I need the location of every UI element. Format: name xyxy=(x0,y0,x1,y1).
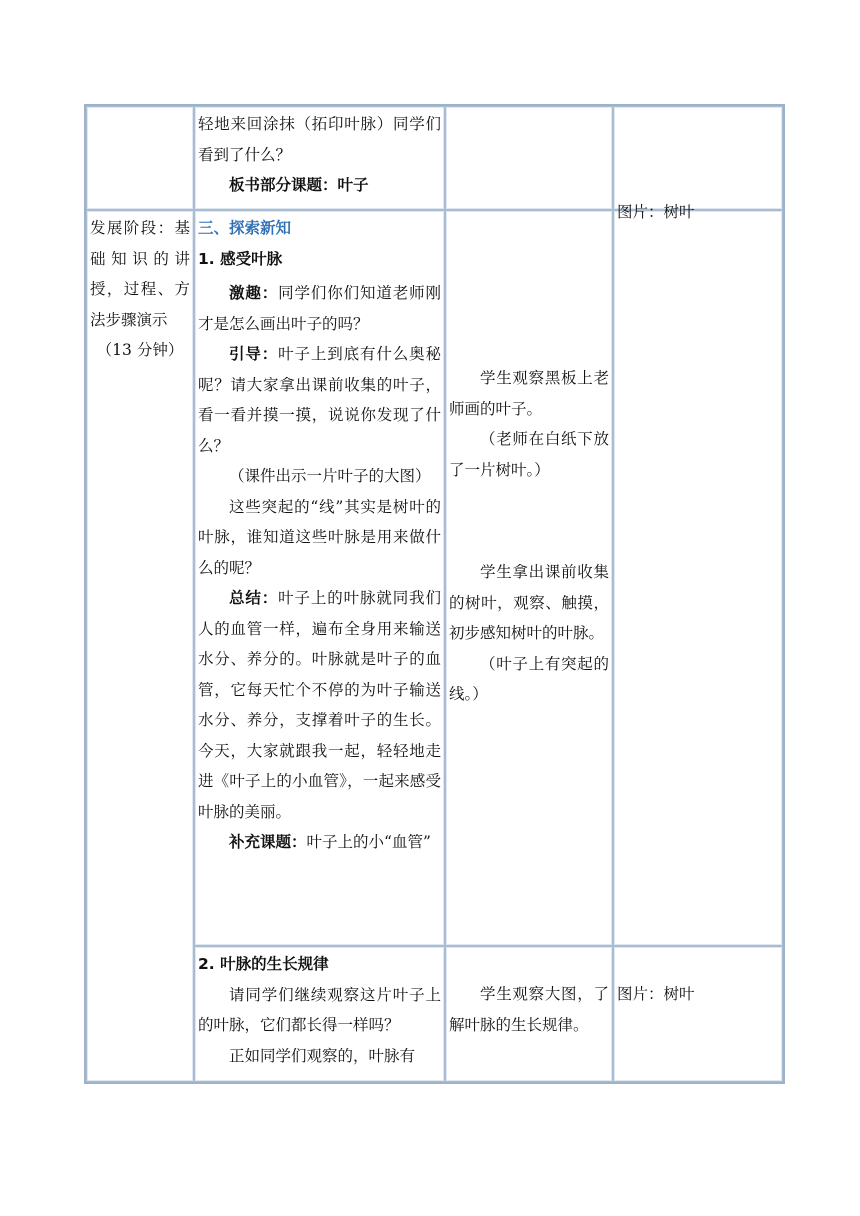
table-row xyxy=(86,106,783,210)
text-jiqu: 同学们你们知道老师刚才是怎么画出叶子的吗？ xyxy=(198,284,441,333)
resource-cell xyxy=(613,203,783,946)
stage-cell-empty xyxy=(86,106,194,210)
board-value: 叶子 xyxy=(337,176,369,194)
label-zongjie: 总结： xyxy=(229,589,279,607)
resource-text: 图片：树叶 xyxy=(617,985,695,1003)
content-cell xyxy=(194,210,445,946)
text-yindao: 叶子上到底有什么奥秘呢？请大家拿出课前收集的叶子，看一看并摸一摸，说说你发现了什么？ xyxy=(198,345,441,455)
label-buchong: 补充课题： xyxy=(229,833,307,851)
resource-cell xyxy=(613,946,783,1082)
text-zongjie: 叶子上的叶脉就同我们人的血管一样，遍布全身用来输送水分、养分的。叶脉就是叶子的血管，它每天忙个不停的为叶子输送水分、养分，支撑着叶子的生长。今天，大家就跟我一起，轻轻地走进《叶子上的小血管》，一起来感受叶脉的美丽。 xyxy=(198,589,441,821)
text-lines: 这些突起的“线”其实是树叶的叶脉，谁知道这些叶脉是用来做什么的呢？ xyxy=(198,497,441,577)
student-observe: 学生观察黑板上老师画的叶子。 xyxy=(449,369,609,418)
resource-cell-empty xyxy=(613,106,783,210)
content-text: 轻地来回涂抹（拓印叶脉）同学们看到了什么？ xyxy=(198,115,441,164)
stage-time: （13 分钟） xyxy=(96,341,184,359)
text-buchong: 叶子上的小“血管” xyxy=(306,833,431,851)
stage-text: 发展阶段：基础知识的讲授，过程、方法步骤演示 xyxy=(90,219,190,329)
text-observe-again: 请同学们继续观察这片叶子上的叶脉，它们都长得一样吗？ xyxy=(198,985,441,1034)
board-label: 板书部分课题： xyxy=(229,176,338,194)
student-touch: 学生拿出课前收集的树叶，观察、触摸，初步感知树叶的叶脉。 xyxy=(449,563,609,642)
section-title: 三、探索新知 xyxy=(198,219,292,237)
table-row xyxy=(86,210,783,946)
stage-cell xyxy=(86,210,194,1082)
student-note-lines: （叶子上有突起的线。） xyxy=(449,654,609,703)
text-courseware: （课件出示一片叶子的大图） xyxy=(229,467,431,485)
sub-title: 1. 感受叶脉 xyxy=(198,249,283,268)
text-as-observed: 正如同学们观察的，叶脉有 xyxy=(229,1046,416,1065)
content-cell xyxy=(194,946,445,1082)
student-observe-big: 学生观察大图，了解叶脉的生长规律。 xyxy=(449,985,609,1034)
student-cell-empty xyxy=(445,106,613,210)
lesson-plan-table xyxy=(84,104,785,1084)
sub-title: 2. 叶脉的生长规律 xyxy=(198,955,329,973)
student-note-paper: （老师在白纸下放了一片树叶。） xyxy=(449,430,609,479)
resource-text: 图片：树叶 xyxy=(617,203,695,221)
label-jiqu: 激趣： xyxy=(229,284,279,302)
label-yindao: 引导： xyxy=(229,345,279,363)
student-cell xyxy=(445,946,613,1082)
student-cell xyxy=(445,210,613,946)
content-cell xyxy=(194,106,445,210)
